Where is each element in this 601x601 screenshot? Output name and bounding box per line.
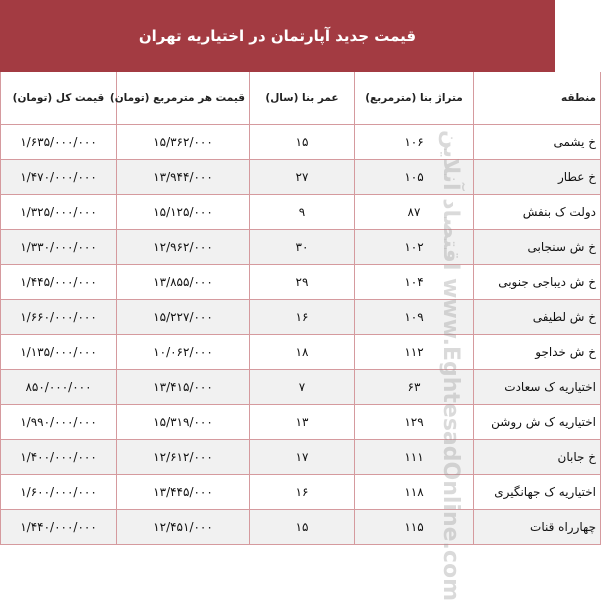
cell-area: ۱۰۵ [355,160,474,195]
cell-price-per-m2: ۱۲/۶۱۲/۰۰۰ [117,440,250,475]
cell-area: ۱۱۱ [355,440,474,475]
cell-total-price: ۱/۳۲۵/۰۰۰/۰۰۰ [1,195,117,230]
header-price-per-m2: قیمت هر مترمربع (تومان) [117,72,250,125]
cell-region: اختیاریه ک سعادت [474,370,601,405]
header-region: منطقه [474,72,601,125]
table-row [1,405,601,440]
cell-region: خ جابان [474,440,601,475]
cell-area: ۱۱۲ [355,335,474,370]
cell-area: ۱۰۹ [355,300,474,335]
cell-region: دولت ک بنفش [474,195,601,230]
cell-price-per-m2: ۱۵/۱۲۵/۰۰۰ [117,195,250,230]
cell-region: چهارراه قنات [474,510,601,545]
cell-total-price: ۱/۶۶۰/۰۰۰/۰۰۰ [1,300,117,335]
cell-age: ۹ [250,195,355,230]
cell-total-price: ۱/۴۴۵/۰۰۰/۰۰۰ [1,265,117,300]
cell-total-price: ۸۵۰/۰۰۰/۰۰۰ [1,370,117,405]
cell-price-per-m2: ۱۲/۴۵۱/۰۰۰ [117,510,250,545]
cell-area: ۱۲۹ [355,405,474,440]
cell-age: ۱۳ [250,405,355,440]
cell-price-per-m2: ۱۲/۹۶۲/۰۰۰ [117,230,250,265]
cell-area: ۱۰۴ [355,265,474,300]
cell-price-per-m2: ۱۳/۴۱۵/۰۰۰ [117,370,250,405]
table-row [1,510,601,545]
cell-total-price: ۱/۹۹۰/۰۰۰/۰۰۰ [1,405,117,440]
cell-area: ۱۱۵ [355,510,474,545]
price-table [0,72,601,545]
cell-area: ۱۱۸ [355,475,474,510]
cell-total-price: ۱/۴۷۰/۰۰۰/۰۰۰ [1,160,117,195]
cell-region: خ ش لطیفی [474,300,601,335]
cell-region: خ ش خداجو [474,335,601,370]
cell-age: ۱۵ [250,510,355,545]
table-row [1,475,601,510]
cell-total-price: ۱/۳۳۰/۰۰۰/۰۰۰ [1,230,117,265]
table-row [1,370,601,405]
cell-region: خ عطار [474,160,601,195]
title-bar [0,0,555,72]
cell-price-per-m2: ۱۵/۳۶۲/۰۰۰ [117,125,250,160]
cell-age: ۲۹ [250,265,355,300]
table-row [1,195,601,230]
table-row [1,125,601,160]
table-row [1,160,601,195]
page-title: قیمت جدید آپارتمان در اختیاریه تهران [138,27,417,45]
cell-total-price: ۱/۶۰۰/۰۰۰/۰۰۰ [1,475,117,510]
header-total-price: قیمت کل (تومان) [1,72,117,125]
cell-total-price: ۱/۴۰۰/۰۰۰/۰۰۰ [1,440,117,475]
cell-area: ۶۳ [355,370,474,405]
table-row [1,335,601,370]
cell-region: خ یشمی [474,125,601,160]
table-row [1,265,601,300]
cell-price-per-m2: ۱۳/۹۴۴/۰۰۰ [117,160,250,195]
table-row [1,440,601,475]
header-area: متراژ بنا (مترمربع) [355,72,474,125]
cell-price-per-m2: ۱۳/۴۴۵/۰۰۰ [117,475,250,510]
cell-region: اختیاریه ک ش روشن [474,405,601,440]
header-age: عمر بنا (سال) [250,72,355,125]
cell-price-per-m2: ۱۰/۰۶۲/۰۰۰ [117,335,250,370]
cell-age: ۷ [250,370,355,405]
cell-area: ۱۰۲ [355,230,474,265]
cell-price-per-m2: ۱۳/۸۵۵/۰۰۰ [117,265,250,300]
header-row [1,72,601,125]
cell-age: ۱۶ [250,475,355,510]
cell-total-price: ۱/۴۴۰/۰۰۰/۰۰۰ [1,510,117,545]
cell-age: ۱۸ [250,335,355,370]
cell-age: ۳۰ [250,230,355,265]
cell-price-per-m2: ۱۵/۲۲۷/۰۰۰ [117,300,250,335]
cell-area: ۸۷ [355,195,474,230]
cell-age: ۲۷ [250,160,355,195]
cell-age: ۱۷ [250,440,355,475]
cell-area: ۱۰۶ [355,125,474,160]
cell-region: اختیاریه ک جهانگیری [474,475,601,510]
cell-region: خ ش سنجابی [474,230,601,265]
cell-price-per-m2: ۱۵/۳۱۹/۰۰۰ [117,405,250,440]
watermark-text: اقتصاد آنلاین www.EghtesadOnline.com [437,129,463,601]
cell-age: ۱۵ [250,125,355,160]
cell-age: ۱۶ [250,300,355,335]
cell-total-price: ۱/۱۳۵/۰۰۰/۰۰۰ [1,335,117,370]
cell-total-price: ۱/۶۳۵/۰۰۰/۰۰۰ [1,125,117,160]
table-row [1,230,601,265]
cell-region: خ ش دیباجی جنوبی [474,265,601,300]
table-row [1,300,601,335]
